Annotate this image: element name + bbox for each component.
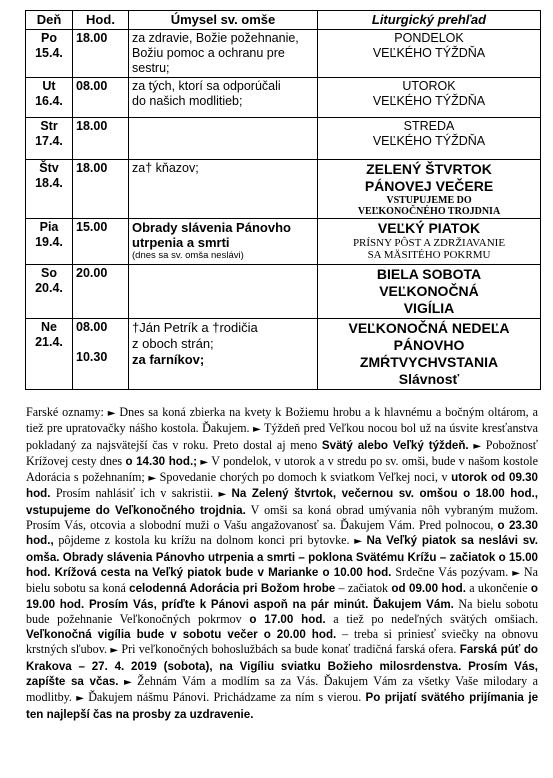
- announcement-text: – začiatok: [338, 581, 389, 596]
- announcement-text: Pri veľkonočných bohoslužbách sa bude konať tradičná farská ofera.: [121, 642, 457, 657]
- header-liturgy: Liturgický prehľad: [318, 11, 541, 30]
- table-row: [26, 30, 541, 78]
- arrow-icon: ►: [473, 440, 482, 452]
- mass-hour: 18.00: [73, 160, 129, 219]
- day-date: 21.4.: [35, 335, 63, 349]
- arrow-icon: ►: [253, 424, 261, 436]
- announcement-bold: Na Veľký piatok sa neslávi sv. omša. Obrady slávenia Pánovho utrpenia a smrti – poklona Svätému Krížu – začiatok o 15.00 hod. Krížová cesta na Veľký piatok bude v Marianke o 10.00 hod.: [26, 534, 538, 579]
- announcement-text: Pobožnosť Krížovej cesty dnes: [26, 437, 538, 468]
- liturgy-line: UTOROK: [402, 79, 456, 93]
- day-name: So: [41, 266, 57, 280]
- day-date: 18.4.: [35, 176, 63, 190]
- arrow-icon: ►: [76, 693, 84, 705]
- liturgy-line: ZELENÝ ŠTVRTOK: [366, 161, 492, 177]
- liturgy-line: PÁNOVEJ VEČERE: [364, 178, 494, 194]
- liturgy-note: VSTUPUJEME DO: [386, 195, 472, 206]
- mass-hour: 20.00: [73, 265, 129, 319]
- announcement-text: – treba si priniesť sviečky na obnovu krstných sľubov.: [26, 627, 538, 657]
- arrow-icon: ►: [218, 489, 227, 501]
- liturgy-line: Slávnosť: [398, 371, 460, 387]
- table-row: [26, 319, 541, 390]
- announcement-text: Dnes sa koná zbierka na kvety k Božiemu hrobu a k hlavnému a bočným oltárom, a tiež pre upratovačky nášho kostola. Ďakujem.: [26, 405, 538, 436]
- intention-line: Božiu pomoc a ochranu pre: [132, 46, 285, 60]
- intention-line: za zdravie, Božie požehnanie,: [132, 31, 299, 45]
- day-name: Štv: [39, 161, 59, 175]
- intention-line: utrpenia a smrti: [132, 235, 230, 250]
- announcement-bold: Na Zelený štvrtok, večernou sv. omšou o 18.00 hod., vstupujeme do Veľkonočného trojdnia.: [26, 487, 538, 517]
- announcement-bold: o 23.30 hod.,: [26, 519, 538, 548]
- announcement-bold: Svätý alebo Veľký týždeň.: [321, 438, 469, 452]
- table-row: [26, 78, 541, 118]
- day-date: 15.4.: [35, 46, 63, 60]
- liturgy-line: BIELA SOBOTA: [376, 266, 482, 282]
- intention-line: do našich modlitieb;: [132, 94, 243, 108]
- announcement-text: pôjdeme z kostola ku krížu na dolnom konci pri bytovke.: [58, 533, 350, 548]
- mass-hour: 08.00: [73, 78, 129, 118]
- announcement-text: Ďakujem nášmu Pánovi. Prichádzame za ním s vierou.: [88, 690, 362, 705]
- intention-line: z oboch strán;: [132, 336, 214, 351]
- announcement-text: V pondelok, v utorok a v stredu po sv. omši, bude v našom kostole Adorácia s požehnaním;: [26, 453, 538, 485]
- table-row: [26, 265, 541, 319]
- arrow-icon: ►: [124, 677, 132, 689]
- liturgy-line: VIGÍLIA: [403, 300, 455, 316]
- arrow-icon: ►: [107, 408, 116, 419]
- liturgy-note: PRÍSNY PÔST A ZDRŽIAVANIE: [352, 237, 506, 249]
- table-row: [26, 160, 541, 219]
- intention-line: †Ján Petrík a †rodičia: [132, 320, 258, 335]
- liturgy-line: STREDA: [403, 119, 455, 133]
- header-row: [26, 11, 541, 30]
- announcement-text: V omši sa koná obrad umývania nôh vybraným mužom. Prosím Vás, otcovia a slobodní muži o Vašu angažovanosť sa. Ďakujem Vám. Pred polnocou,: [26, 502, 538, 533]
- announcement-bold: Veľkonočná vigília bude v sobotu večer o 20.00 hod.: [26, 628, 337, 642]
- day-date: 16.4.: [35, 94, 63, 108]
- mass-hour: 10.30: [76, 350, 108, 364]
- intention-line: sestru;: [132, 61, 170, 75]
- day-name: Ne: [41, 320, 57, 334]
- mass-hour: 15.00: [73, 219, 129, 265]
- intention-line: za tých, ktorí sa odporúčali: [132, 79, 281, 93]
- announcement-text: Žehnám Vám a modlím sa za Vás. Ďakujem Vám za všetky Vaše milodary a modlitby.: [26, 674, 539, 705]
- liturgy-line: VEĽKÉHO TÝŽDŇA: [372, 134, 486, 148]
- header-hour: Hod.: [73, 11, 129, 30]
- day-date: 17.4.: [35, 134, 63, 148]
- announcement-text: Prosím nahlásiť ich v sakristii.: [55, 486, 214, 501]
- announcement-bold: o 17.00 hod.: [249, 612, 326, 626]
- day-name: Ut: [42, 79, 56, 93]
- intention-line: za† kňazov;: [132, 161, 199, 175]
- announcement-bold: celodenná Adorácia pri Božom hrobe: [129, 582, 336, 596]
- arrow-icon: ►: [512, 567, 520, 579]
- announcement-bold: Po prijatí svätého prijímania je ten najlepší čas na prosby za uzdravenie.: [26, 691, 539, 721]
- day-date: 20.4.: [35, 281, 63, 295]
- liturgy-line: PONDELOK: [394, 31, 464, 45]
- table-row: [26, 219, 541, 265]
- liturgy-line: VEĽKÉHO TÝŽDŇA: [372, 46, 486, 60]
- arrow-icon: ►: [110, 645, 119, 657]
- day-date: 19.4.: [35, 235, 63, 249]
- announcement-text: a tiež po nedeľných svätých omšiach.: [333, 611, 538, 626]
- header-day: Deň: [26, 11, 73, 30]
- arrow-icon: ►: [200, 456, 209, 468]
- announcement-bold: o 14.30 hod.;: [125, 454, 198, 468]
- liturgy-note: VEĽKONOČNÉHO TROJDNIA: [357, 206, 501, 217]
- intention-line: Obrady slávenia Pánovho: [132, 220, 291, 235]
- arrow-icon: ►: [148, 473, 157, 485]
- liturgy-line: VEĽKÝ PIATOK: [377, 220, 481, 236]
- parish-announcements: [26, 405, 538, 722]
- announcement-text: Na bielu sobotu bude požehnanie Veľkonočných pokrmov: [26, 596, 539, 626]
- intention-note: (dnes sa sv. omša neslávi): [132, 250, 244, 261]
- day-name: Str: [40, 119, 58, 133]
- liturgy-line: VEĽKONOČNÁ NEDEĽA: [348, 320, 510, 336]
- announcement-bold: utorok od 09.30 hod.: [26, 471, 539, 501]
- schedule-table: [25, 10, 541, 390]
- liturgy-line: VEĽKÉHO TÝŽDŇA: [372, 94, 486, 108]
- day-name: Pia: [39, 220, 59, 234]
- announcement-text: Spovedanie chorých po domoch k sviatkom Veľkej noci, v: [159, 470, 448, 485]
- mass-hour: 18.00: [73, 30, 129, 78]
- header-intention: Úmysel sv. omše: [129, 11, 318, 30]
- announcement-text: Srdečne Vás pozývam.: [395, 564, 509, 579]
- intention-line: za farníkov;: [132, 352, 205, 367]
- liturgy-line: ZMŔTVYCHVSTANIA: [359, 354, 499, 370]
- mass-hour: 08.00: [76, 320, 108, 334]
- liturgy-line: PÁNOVHO: [393, 337, 465, 353]
- announcements-label: Farské oznamy:: [26, 405, 104, 419]
- liturgy-note: SA MÄSITÉHO POKRMU: [367, 249, 491, 261]
- announcement-text: Týždeň pred Veľkou nocou bol už na úsvite kresťanstva pokladaný za najsvätejší čas v roku. Preto dostal aj meno: [26, 421, 538, 452]
- table-row: [26, 118, 541, 160]
- announcement-text: Na bielu sobotu sa koná: [26, 564, 539, 596]
- announcement-text: a ukončenie: [469, 581, 528, 596]
- day-name: Po: [41, 31, 57, 45]
- announcement-bold: od 09.00 hod.: [391, 582, 466, 596]
- mass-hour: 18.00: [73, 118, 129, 160]
- liturgy-line: VEĽKONOČNÁ: [379, 283, 479, 299]
- arrow-icon: ►: [354, 536, 362, 548]
- announcement-bold: o 19.00 hod. Prosím Vás, príďte k Pánovi aspoň na pár minút. Ďakujem Vám.: [26, 582, 538, 611]
- announcement-bold: Farská púť do Krakova – 27. 4. 2019 (sobota), na Vigíliu sviatku Božieho milosrdenstva. Prosím Vás, zapíšte sa včas.: [26, 643, 539, 689]
